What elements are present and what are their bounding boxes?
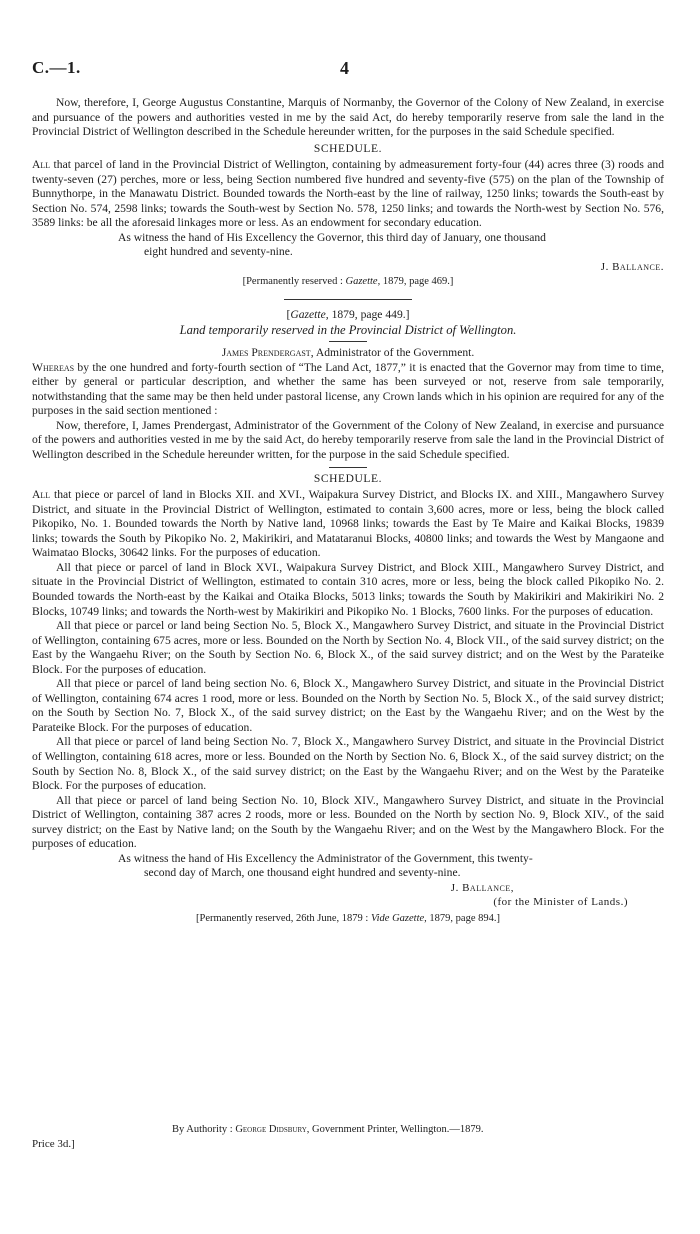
schedule-paragraph: All that piece or parcel of land being Section No. 7, Block X., Mangawhero Survey District, and situate in the Provincial District of Wellington, containing 618 acres, more or less. Bounded on the North by Section No. 6, Block X., of the said survey district; on the South by Section No. 8, Block X., of the said survey district; on the East by the Wangaehu River; and on the West by the Parateike Block. For the purposes of education. bbox=[32, 735, 664, 793]
signature: J. Ballance. bbox=[600, 261, 664, 274]
schedule-text: that parcel of land in the Provincial District of Wellington, containing by admeasurement forty-four (44) acres three (3) roods and twenty-seven (27) perches, more or less, being Section numbered five hundred and seventy-five (575) on the plan of the Township of Bunnythorpe, in the Manawatu District. Bounded towards the North-east by the line of railway, 1250 links; towards the South-east by Section No. 574, 2598 links; towards the South-west by Section No. 578, 1250 links; and towards the North-west by Section No. 576, 3589 links: be all the aforesaid linkages more or less. As an endowment for secondary education. bbox=[32, 158, 664, 230]
short-rule bbox=[329, 467, 367, 468]
schedule-paragraph: All that piece or parcel of land being Section No. 10, Block XIV., Mangawhero Survey District, and situate in the Provincial District of Wellington, containing 387 acres 2 roods, more or less. Bounded on the North by section No. 9, Block XIV., of the said survey district; on the East by Native land; on the South by the Wangaehu River; and on the West by the Mangawhero Block. For the purposes of education. bbox=[32, 793, 664, 851]
witness-line-continued: second day of March, one thousand eight hundred and seventy-nine. bbox=[144, 866, 461, 880]
schedule-paragraph: All that piece or parcel of land in Block XVI., Waipakura Survey District, and Block XIII., Mangawhero Survey District, and situate in the Provincial District of Wellington, estimated to contain 310 acres, more or less, being the block called Pikopiko No. 2. Bounded towards the North-east by the Kaikai and Otaika Blocks, 5013 links; towards the South by Makirikiri and Makirikiri No. 2 Blocks, 10749 links; and towards the North-west by Makirikiri and Pikopiko No. 1 Blocks, 7600 links. For the purposes of education. bbox=[32, 560, 664, 618]
schedule-heading: SCHEDULE. bbox=[313, 142, 383, 155]
gazette-reference: [Gazette, 1879, page 449.] bbox=[286, 308, 410, 322]
administrator-line: James Prendergast, Administrator of the Government. bbox=[221, 346, 475, 360]
document-body bbox=[32, 96, 664, 927]
witness-line: As witness the hand of His Excellency the Governor, this third day of January, one thousand bbox=[118, 230, 546, 244]
schedule-paragraph: All that piece or parcel of land being section No. 6, Block X., Mangawhero Survey District, and situate in the Provincial District of Wellington, containing 674 acres 1 rood, more or less. Bounded on the North by Section No. 5, Block X., of the said survey district; on the South by Section No. 7, Block X., of the said survey district; on the East by the Wangaehu River; and on the West by the Parateike Block. For the purposes of education. bbox=[32, 677, 664, 734]
permanent-reserve-note: [Permanently reserved, 26th June, 1879 : Vide Gazette, 1879, page 894.] bbox=[196, 912, 500, 924]
page-number: 4 bbox=[340, 58, 349, 78]
printer-imprint: By Authority : George Didsbury, Government Printer, Wellington.—1879. bbox=[172, 1124, 484, 1135]
signature-role: (for the Minister of Lands.) bbox=[493, 896, 628, 909]
price-label: Price 3d.] bbox=[32, 1138, 75, 1150]
schedule-heading: SCHEDULE. bbox=[313, 472, 383, 485]
permanent-reserve-note: [Permanently reserved : Gazette, 1879, page 469.] bbox=[242, 275, 454, 287]
signature: J. Ballance, bbox=[450, 881, 514, 894]
schedule-paragraph: All that piece or parcel of land in Blocks XII. and XVI., Waipakura Survey District, and Blocks IX. and XIII., Mangawhero Survey District, and situate in the Provincial District of Wellington, estimated to contain 3,600 acres, more or less, being the block called Pikopiko, No. 1. Bounded towards the North by Native land, 10968 links; towards the East by Te Maire and Kaikai Blocks, 19839 links; towards the South by Pikopiko No. 2, Makirikiri, and Matataranui Blocks, 40800 links; and towards the West by Mangaone and Waimatao Blocks, 30642 links. For the purposes of education. bbox=[32, 488, 664, 560]
schedule-paragraph bbox=[32, 158, 664, 231]
witness-line: As witness the hand of His Excellency the Administrator of the Government, this twenty- bbox=[118, 851, 533, 865]
proclamation-paragraph: Now, therefore, I, George Augustus Constantine, Marquis of Normanby, the Governor of the Colony of New Zealand, in exercise and pursuance of the powers and authorities vested in me by the said Act, do hereby temporarily reserve from sale the land in the Provincial District of Wellington described in the Schedule hereunder written, for the purposes in the said Schedule specified. bbox=[32, 96, 664, 139]
whereas-paragraph: Whereas by the one hundred and forty-fourth section of “The Land Act, 1877,” it is enacted that the Governor may from time to time, either by general or particular description, and whether the same has been surveyed or not, reserve from sale temporarily, notwithstanding that the same may be then held under pastoral license, any Crown lands which in his opinion are required for any of the purposes in the said section mentioned : bbox=[32, 360, 664, 418]
section-divider bbox=[284, 299, 412, 300]
witness-line-continued: eight hundred and seventy-nine. bbox=[144, 245, 293, 259]
proclamation-paragraph: Now, therefore, I, James Prendergast, Administrator of the Government of the Colony of New Zealand, in exercise and pursuance of the powers and authorities vested in me by the said Act, do hereby temporarily reserve from sale the land in the Provincial District of Wellington described in the Schedule hereunder written, for the purpose in the said Schedule specified. bbox=[32, 418, 664, 462]
short-rule bbox=[329, 341, 367, 342]
paper-reference: C.—1. bbox=[32, 58, 81, 77]
lead-word: All bbox=[32, 158, 51, 172]
notice-title: Land temporarily reserved in the Provincial District of Wellington. bbox=[179, 322, 517, 337]
schedule-paragraph: All that piece or parcel or land being Section No. 5, Block X., Mangawhero Survey District, and situate in the Provincial District of Wellington, containing 675 acres, more or less. Bounded on the North by Section No. 4, Block VII., of the said survey district; on the East by the Wangaehu River; on the South by Section No. 6, Block X., of the said survey district; and on the West by the Parateike Block. For the purposes of education. bbox=[32, 619, 664, 676]
